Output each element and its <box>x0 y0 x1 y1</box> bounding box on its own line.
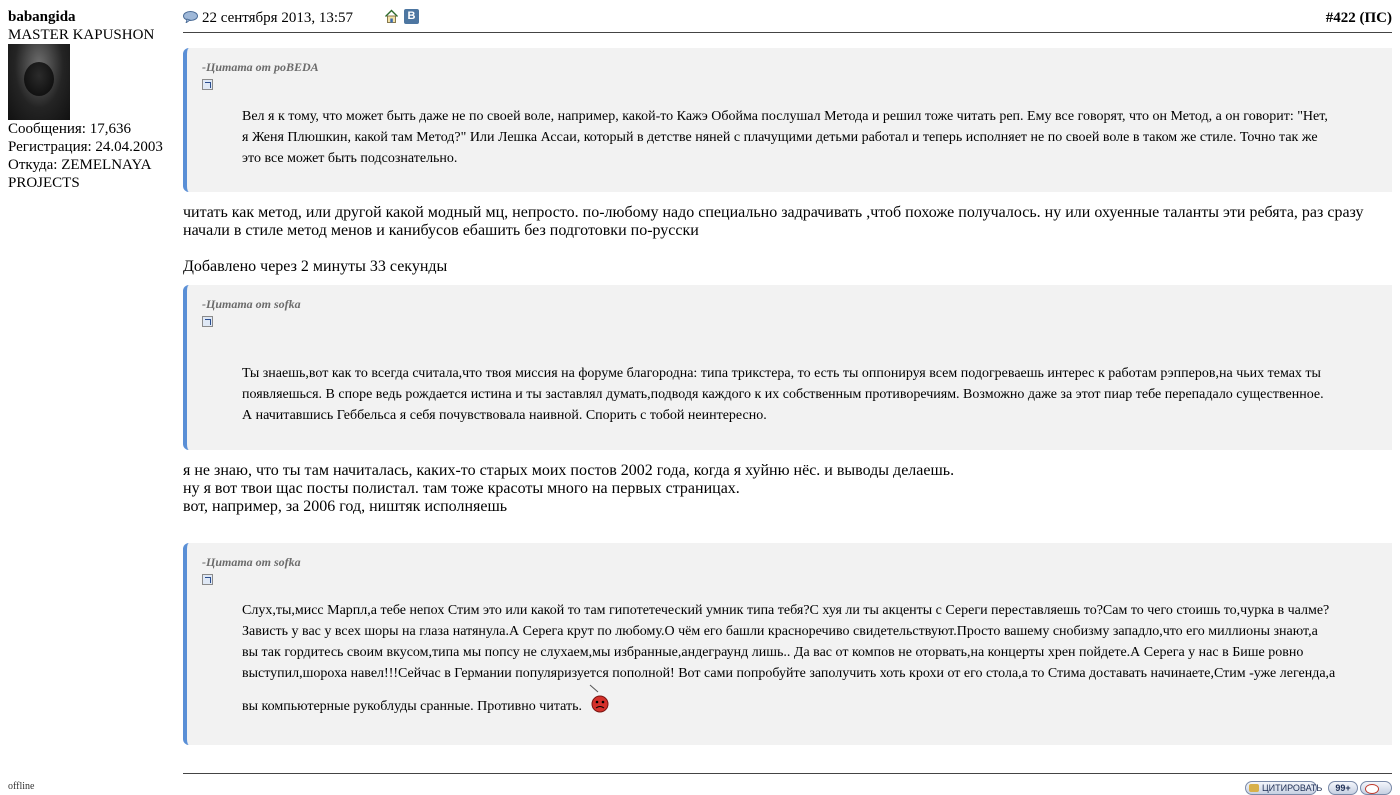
quick-reply-button[interactable] <box>1360 781 1392 795</box>
quote-block <box>183 285 1392 450</box>
quote-title: -Цитата от poBEDA <box>202 60 319 74</box>
user-panel <box>8 8 180 192</box>
post-number-value[interactable]: #422 <box>1325 10 1356 26</box>
quote-title: -Цитата от sofka <box>202 297 301 311</box>
post-number[interactable] <box>1326 10 1392 27</box>
quote-text <box>242 600 1337 717</box>
post-added-note: Добавлено через 2 минуты 33 секунды <box>183 258 448 275</box>
avatar[interactable] <box>8 44 70 120</box>
author-from: Откуда: ZEMELNAYA PROJECTS <box>8 157 151 191</box>
multiquote-button[interactable]: 99+ <box>1328 781 1358 795</box>
quote-text: Ты знаешь,вот как то всегда считала,что твоя миссия на форуме благородна: типа трикстера, то есть ты оппонируя всем подогреваешь интерес к работам рэпперов,на чьих темах ты появляешься. В споре ведь рождается истина и ты заставлял думать,подводя каждого к их собственным противоречиям. Возможно даже за этот пиар тебе перепадало существенное. А начитавшись Геббельса я себя почувствовала наивной. Спорить с тобой неинтересно. <box>242 366 1324 423</box>
post-text-line: вот, например, за 2006 год, ништяк исполняешь <box>183 498 508 515</box>
author-messages: Сообщения: 17,636 <box>8 121 131 137</box>
quote-title: -Цитата от sofka <box>202 555 301 569</box>
post-icon <box>183 11 198 23</box>
author-rank: MASTER KAPUSHON <box>8 27 155 43</box>
quote-text-content: Слух,ты,мисс Марпл,а тебе непох Стим это или какой то там гипотетеческий умник типа тебя?С хуя ли ты акценты с Сереги переставляешь то?Сам то чего стоишь то,чурка в чалме? Зависть у вас у всех шоры на глаза натянула.А Серега крут по любому.О чём его башли красноречиво свидетельствуют.Просто вашему снобизму западло,что его миллионы знают,а вы так гордитесь своим вкусом,типа мы попсу не слухаем,мы избранные,андеграунд лишь.. Да вас от компов не оторвать,на концерты хрен пойдете.А Серега у нас в Бише ровно выступил,шороха навел!!!Сейчас в Германии популяризуется пополной! Вот сами попробуйте заполучить хоть крохи от его стола,а то Стима доставать начинаете,Стим -уже легенда,а вы компьютерные рукоблуды сранные. Противно читать. <box>242 603 1336 714</box>
home-icon[interactable] <box>384 9 399 24</box>
post-header <box>183 8 1392 33</box>
quote-link-icon[interactable] <box>202 316 213 327</box>
post-text: читать как метод, или другой какой модный мц, непросто. по-любому надо специально задрачивать ,чтоб похоже получалось. ну или охуенные таланты эти ребята, раз сразу начали в стиле метод менов и канибусов ебашить без подготовки по-русски <box>183 204 1364 239</box>
author-registered: Регистрация: 24.04.2003 <box>8 139 163 155</box>
post-number-suffix[interactable]: (ПС) <box>1359 10 1392 26</box>
post-text-line: ну я вот твои щас посты полистал. там тоже красоты много на первых страницах. <box>183 480 740 497</box>
post-footer <box>183 773 1392 793</box>
vk-icon[interactable]: B <box>404 9 419 24</box>
online-status: offline <box>8 781 35 792</box>
post-date: 22 сентября 2013, 13:57 <box>202 10 353 26</box>
quote-block <box>183 48 1392 192</box>
angry-bomb-smiley-icon <box>584 684 612 716</box>
quote-text: Вел я к тому, что может быть даже не по своей воле, например, какой-то Кажэ Обойма послушал Метода и решил тоже читать реп. Ему все говорят, что он Метод, а он говорит: "Нет, я Женя Плюшкин, какой там Метод?" Или Лешка Ассаи, который в детстве няней с плачущими детьми работал и теперь исполняет не по своей воле в таком же стиле. Точно так же это все может быть подсознательно. <box>242 109 1328 166</box>
post <box>183 8 1392 714</box>
quote-button[interactable]: ЦИТИРОВАТЬ <box>1245 781 1317 795</box>
quote-block <box>183 543 1392 745</box>
quote-link-icon[interactable] <box>202 574 213 585</box>
author-nick[interactable]: babangida <box>8 9 76 25</box>
post-text-line: я не знаю, что ты там начиталась, каких-то старых моих постов 2002 года, когда я хуйню нёс. и выводы делаешь. <box>183 462 955 479</box>
quote-link-icon[interactable] <box>202 79 213 90</box>
